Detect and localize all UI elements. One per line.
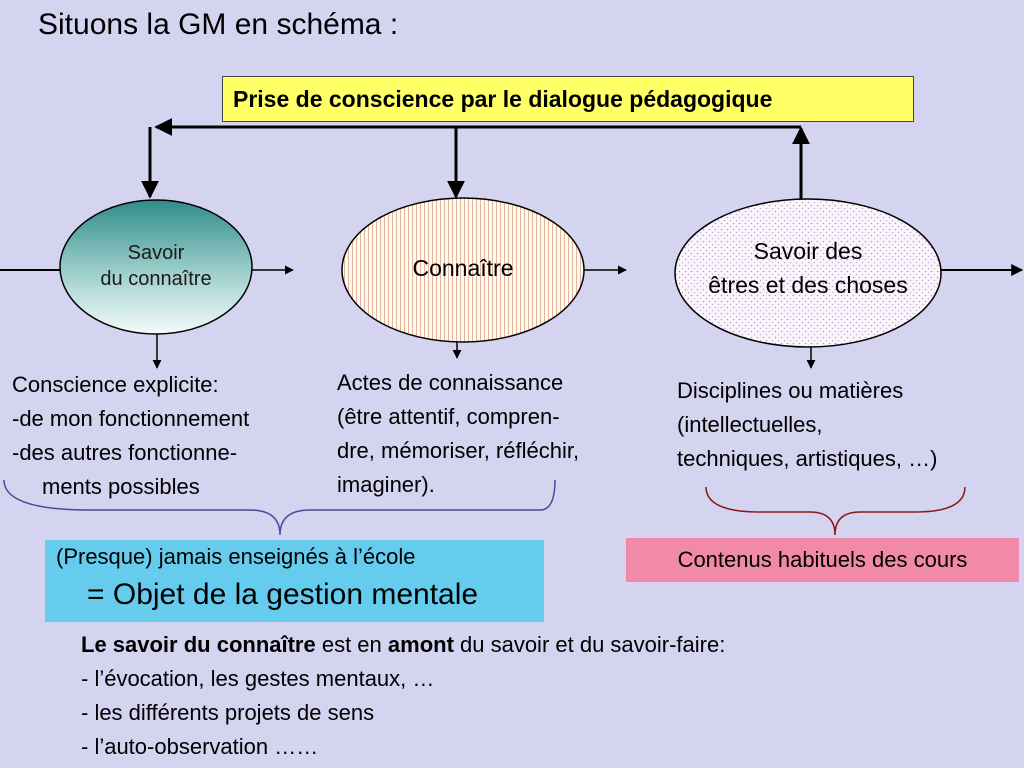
list-item: (être attentif, compren- xyxy=(337,404,560,429)
bottom-item: - les différents projets de sens xyxy=(81,700,375,725)
list-item: Actes de connaissance xyxy=(337,370,564,395)
list-item: -des autres fonctionne- xyxy=(12,440,238,465)
pink-box-label: Contenus habituels des cours xyxy=(677,547,968,572)
bottom-bold-2: amont xyxy=(387,632,454,657)
node-label-line: Savoir xyxy=(127,242,185,264)
list-item: ments possibles xyxy=(42,474,200,499)
list-disciplines xyxy=(677,374,937,476)
bottom-bold-1: Le savoir du connaître xyxy=(81,632,316,657)
list-item: techniques, artistiques, …) xyxy=(677,446,938,471)
slide-title: Situons la GM en schéma : xyxy=(38,8,399,41)
bottom-item: - l’auto-observation …… xyxy=(81,734,319,759)
node-connaitre xyxy=(342,250,584,286)
pink-box xyxy=(626,538,1019,582)
list-conscience xyxy=(12,368,249,504)
bottom-text-2: du savoir et du savoir-faire: xyxy=(453,632,726,657)
feedback-label: Prise de conscience par le dialogue pédagogique xyxy=(233,85,773,112)
bottom-sentence xyxy=(81,632,725,658)
list-item: dre, mémoriser, réfléchir, xyxy=(337,438,580,463)
node-savoir-connaitre xyxy=(60,232,252,300)
node-label-line: Savoir des xyxy=(753,238,863,264)
list-item: Conscience explicite: xyxy=(12,372,219,397)
cyan-box-line2: = Objet de la gestion mentale xyxy=(87,578,479,611)
list-actes xyxy=(337,366,579,502)
red-brace xyxy=(706,487,965,535)
list-item: imaginer). xyxy=(337,472,435,497)
list-item: Disciplines ou matières xyxy=(677,378,904,403)
node-label-line: du connaître xyxy=(100,268,212,290)
bottom-text-1: est en xyxy=(315,632,388,657)
node-label-line: êtres et des choses xyxy=(708,272,908,298)
node-savoir-etres xyxy=(676,234,940,302)
node-label-line: Connaître xyxy=(412,254,514,281)
feedback-label-box xyxy=(222,76,914,122)
cyan-box-line1: (Presque) jamais enseignés à l’école xyxy=(56,544,416,569)
list-item: (intellectuelles, xyxy=(677,412,823,437)
list-item: -de mon fonctionnement xyxy=(12,406,250,431)
bottom-item: - l’évocation, les gestes mentaux, … xyxy=(81,666,435,691)
